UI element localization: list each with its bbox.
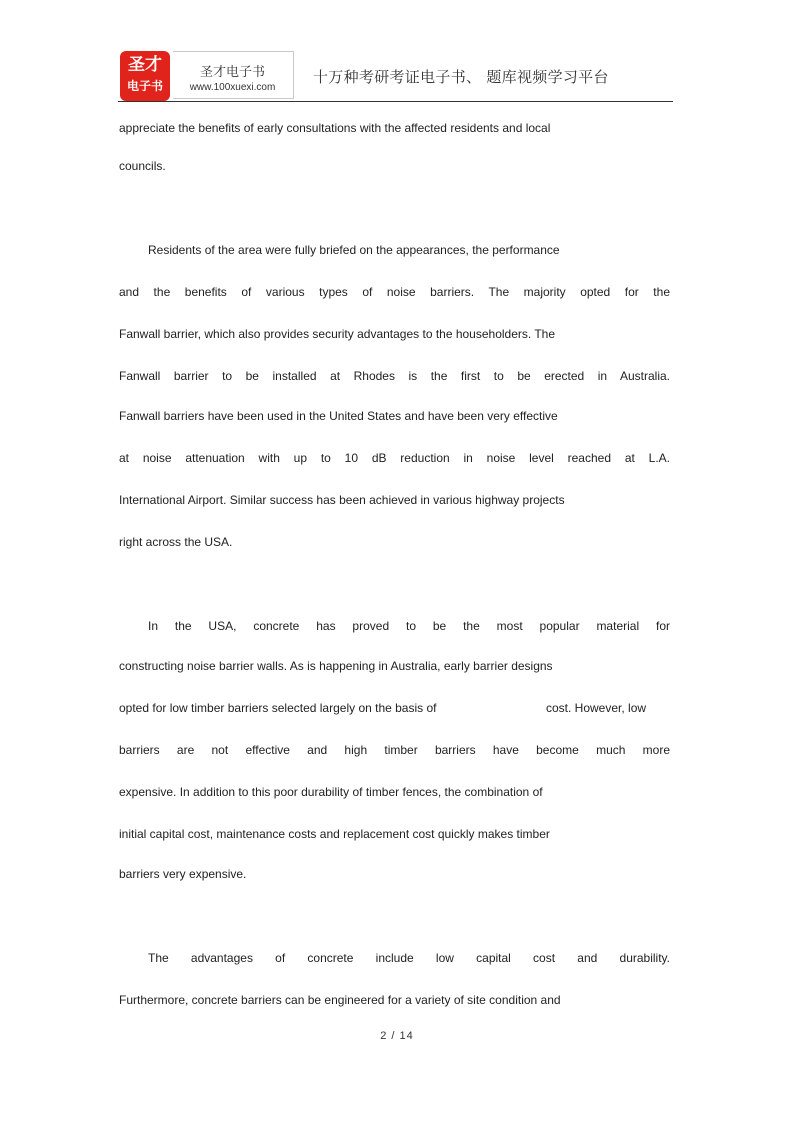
text-line: initial capital cost, maintenance costs and replacement cost quickly makes timber [119, 827, 550, 841]
text-line: barriers are not effective and high timber barriers have become much more [119, 743, 670, 757]
text-line: Fanwall barrier to be installed at Rhodes is the first to be erected in Australia. [119, 369, 670, 383]
text-fragment: cost. However, low [546, 701, 647, 715]
text-line: right across the USA. [119, 535, 233, 549]
text-line: councils. [119, 159, 166, 173]
header-divider-line [118, 101, 673, 102]
text-line: constructing noise barrier walls. As is happening in Australia, early barrier designs [119, 659, 553, 673]
text-line: barriers very expensive. [119, 867, 247, 881]
page-number: 2 / 14 [380, 1030, 414, 1042]
logo-text-top: 圣才 [128, 55, 162, 75]
logo-text-bottom: 电子书 [126, 79, 163, 93]
paragraph-start-line: In the USA, concrete has proved to be the most popular material for [148, 619, 670, 633]
brand-name: 圣才电子书 [199, 65, 265, 80]
text-line: at noise attenuation with up to 10 dB reduction in noise level reached at L.A. [119, 451, 670, 465]
header-slogan: 十万种考研考证电子书、 题库视频学习平台 [313, 68, 609, 86]
text-line [119, 700, 670, 716]
text-line: International Airport. Similar success has been achieved in various highway projects [119, 493, 565, 507]
text-line: Furthermore, concrete barriers can be engineered for a variety of site condition and [119, 993, 561, 1007]
text-line: appreciate the benefits of early consultations with the affected residents and local [119, 121, 551, 135]
text-line: expensive. In addition to this poor durability of timber fences, the combination of [119, 785, 543, 799]
text-line: Fanwall barrier, which also provides security advantages to the householders. The [119, 327, 556, 341]
brand-url: www.100xuexi.com [189, 82, 276, 93]
paragraph-start-line: Residents of the area were fully briefed on the appearances, the performance [148, 243, 560, 257]
paragraph-start-line: The advantages of concrete include low capital cost and durability. [148, 951, 670, 965]
text-line: and the benefits of various types of noise barriers. The majority opted for the [119, 285, 670, 299]
text-line: Fanwall barriers have been used in the United States and have been very effective [119, 409, 558, 423]
brand-box [173, 51, 294, 99]
text-fragment: opted for low timber barriers selected largely on the basis of [119, 701, 437, 715]
page-header [118, 50, 673, 102]
brand-logo [120, 51, 170, 101]
